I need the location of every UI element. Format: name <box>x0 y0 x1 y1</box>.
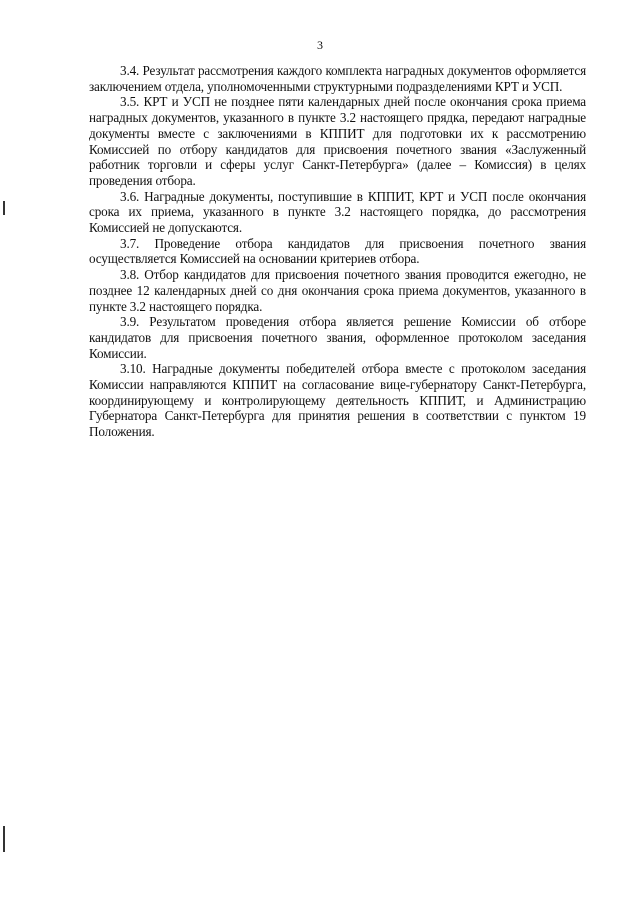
paragraph-3-5: 3.5. КРТ и УСП не позднее пяти календарных дней после окончания срока приема наградных документов, указанного в пункте 3.2 настоящего прядка, передают наградные документы вместе с заключениями в КППИТ для подготовки их к рассмотрению Комиссией по отбору кандидатов для присвоения почетного звания «Заслуженный работник торговли и сферы услуг Санкт-Петербурга» (далее – Комиссия) в целях проведения отбора. <box>89 94 586 188</box>
paragraph-3-9: 3.9. Результатом проведения отбора является решение Комиссии об отборе кандидатов для присвоения почетного звания, оформленное протоколом заседания Комиссии. <box>89 314 586 361</box>
paragraph-3-8: 3.8. Отбор кандидатов для присвоения почетного звания проводится ежегодно, не позднее 12 календарных дней со дня окончания срока приема документов, указанного в пункте 3.2 настоящего порядка. <box>89 267 586 314</box>
scan-edge-mark-top <box>3 201 5 215</box>
scan-edge-mark-bottom <box>3 826 5 852</box>
document-body <box>89 63 586 440</box>
paragraph-3-10: 3.10. Наградные документы победителей отбора вместе с протоколом заседания Комиссии направляются КППИТ на согласование вице-губернатору Санкт-Петербурга, координирующему и контролирующему деятельность КППИТ, и Администрацию Губернатора Санкт-Петербурга для принятия решения в соответствии с пунктом 19 Положения. <box>89 361 586 440</box>
page-number: 3 <box>317 38 323 52</box>
paragraph-3-4: 3.4. Результат рассмотрения каждого комплекта наградных документов оформляется заключением отдела, уполномоченными структурными подразделениями КРТ и УСП. <box>89 63 586 94</box>
paragraph-3-6: 3.6. Наградные документы, поступившие в КППИТ, КРТ и УСП после окончания срока их приема, указанного в пункте 3.2 настоящего порядка, до рассмотрения Комиссией не допускаются. <box>89 188 586 236</box>
paragraph-3-7: 3.7. Проведение отбора кандидатов для присвоения почетного звания осуществляется Комиссией на основании критериев отбора. <box>89 235 586 267</box>
